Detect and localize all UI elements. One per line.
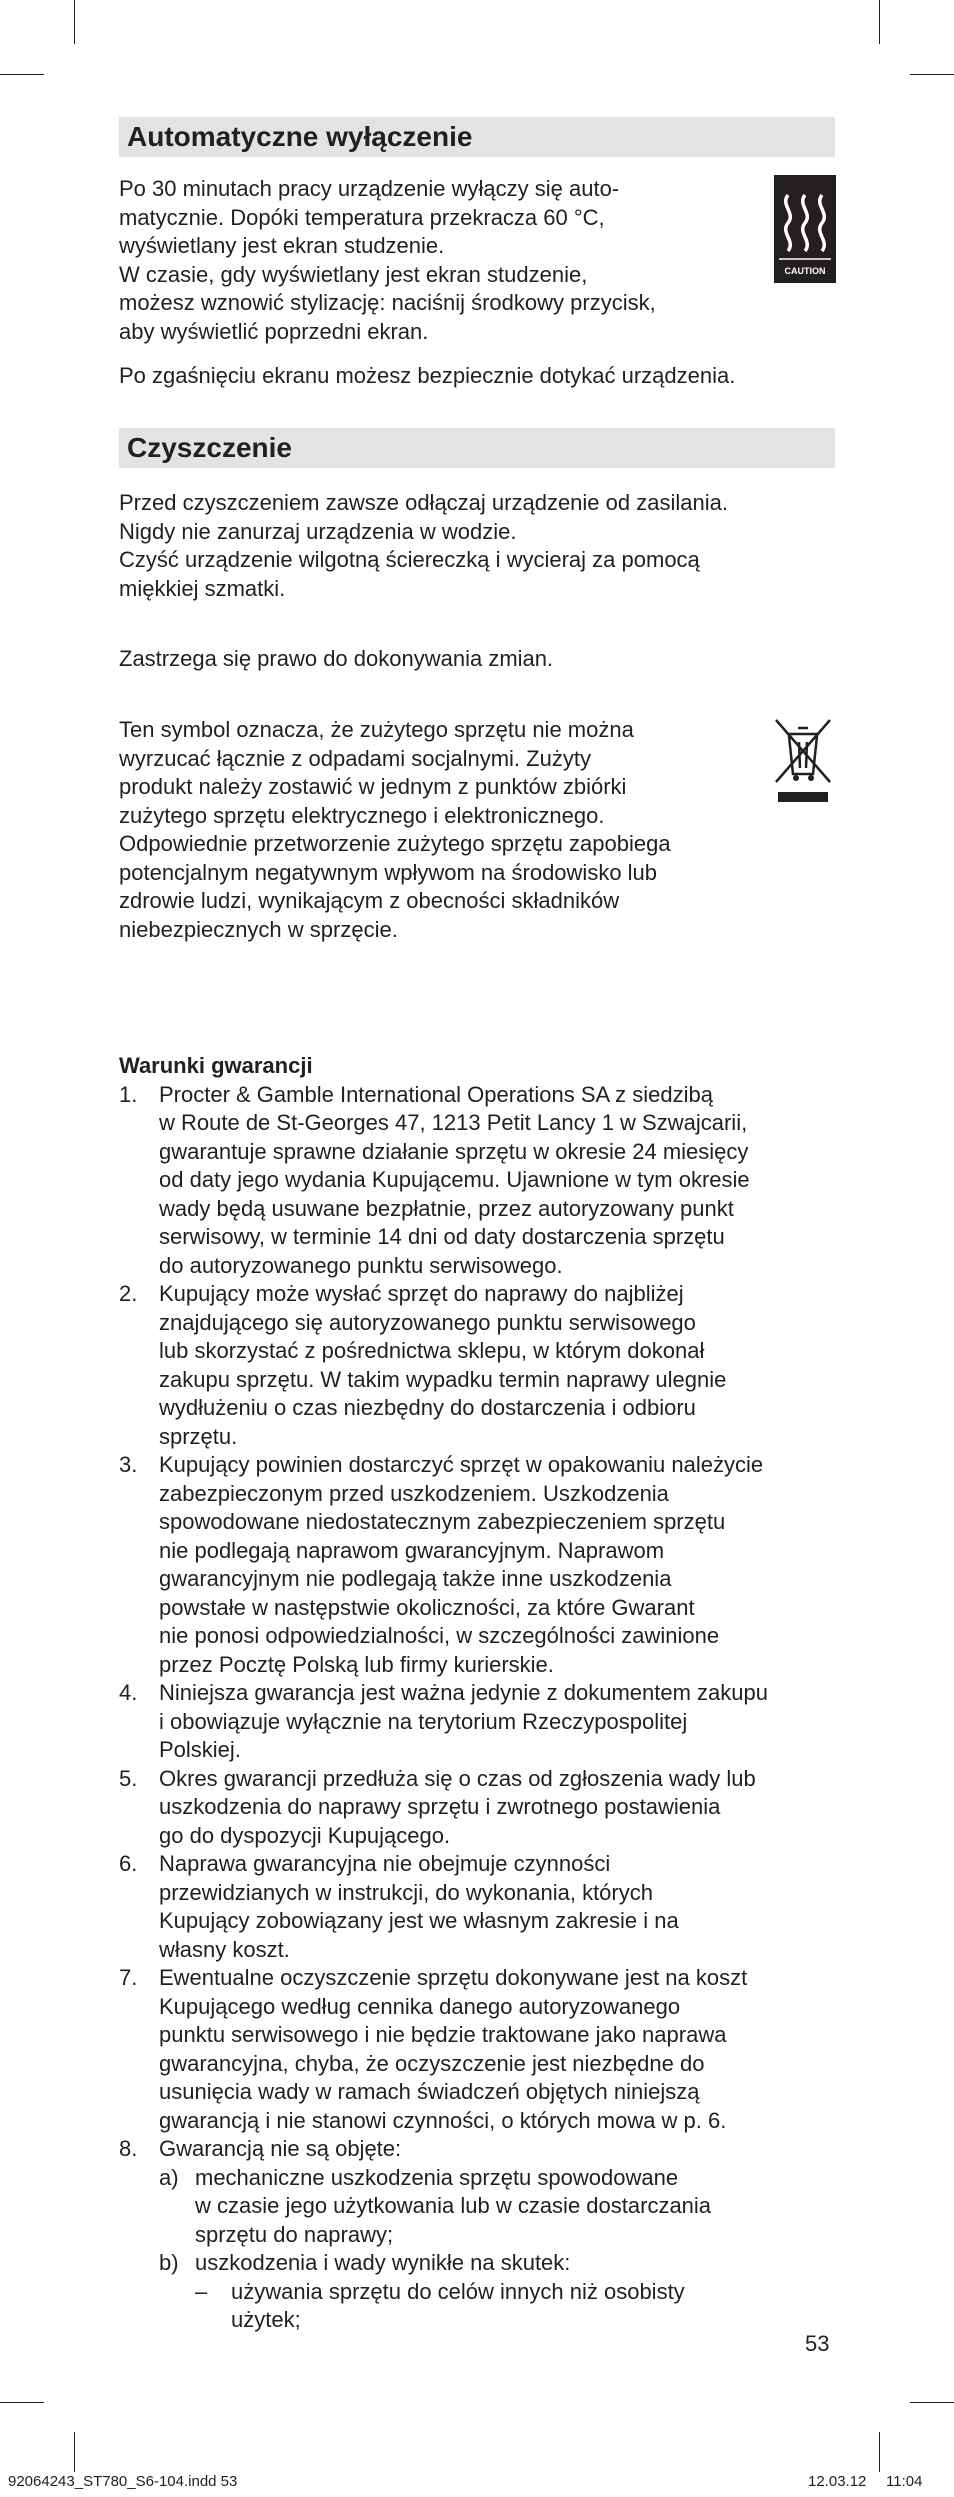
text-line: wyrzucać łącznie z odpadami socjalnymi. Zużyty <box>119 745 591 771</box>
text-line: punktu serwisowego i nie będzie traktowane jako naprawa <box>159 2022 727 2047</box>
sub-item-label: a) <box>159 2164 179 2190</box>
text-line: Kupujący powinien dostarczyć sprzęt w opakowaniu należycie <box>159 1452 764 1477</box>
text-line: zużytego sprzętu elektrycznego i elektronicznego. <box>119 802 605 828</box>
text-line: zabezpieczonym przed uszkodzeniem. Uszkodzenia <box>159 1480 669 1506</box>
text-line: przewidzianych w instrukcji, do wykonania, których <box>159 1879 653 1905</box>
text-line: Polskiej. <box>159 1737 241 1762</box>
crop-mark-top-right <box>879 0 880 44</box>
text-line: spowodowane niedostatecznym zabezpieczeniem sprzętu <box>159 1509 726 1534</box>
text-line: znajdującego się autoryzowanego punktu serwisowego <box>159 1309 696 1335</box>
warranty-item <box>119 1964 839 2135</box>
item-number: 6. <box>119 1851 138 1876</box>
warranty-section <box>119 1052 839 2335</box>
text-line: Ewentualne oczyszczenie sprzętu dokonywane jest na koszt <box>159 1965 748 1990</box>
text-line: Odpowiednie przetworzenie zużytego sprzętu zapobiega <box>119 831 671 856</box>
crop-mark-bottom-left-h <box>0 2402 44 2403</box>
warranty-item-exclusions <box>119 2135 839 2335</box>
text-line: sprzętu do naprawy; <box>195 2221 394 2247</box>
text-line: Czyść urządzenie wilgotną ściereczką i wycieraj za pomocą <box>119 547 700 572</box>
text-line: w Route de St-Georges 47, 1213 Petit Lancy 1 w Szwajcarii, <box>159 1110 748 1135</box>
crop-mark-bottom-right <box>879 2432 880 2472</box>
rights-notice <box>119 645 553 674</box>
text-line: gwarancją i nie stanowi czynności, o których mowa w p. 6. <box>159 2107 727 2133</box>
crop-mark-bottom-right-h <box>910 2402 954 2403</box>
item-number: 1. <box>119 1081 138 1107</box>
weee-paragraph <box>119 716 671 944</box>
section-heading-auto-off: Automatyczne wyłączenie <box>119 117 835 157</box>
sub-item-a <box>159 2164 839 2250</box>
heat-caution-icon <box>774 175 836 283</box>
text-line: potencjalnym negatywnym wpływom na środowisko lub <box>119 859 658 885</box>
item-number: 3. <box>119 1452 138 1477</box>
text-line: wyświetlany jest ekran studzenie. <box>119 233 445 258</box>
text-line: w czasie jego użytkowania lub w czasie dostarczania <box>195 2193 712 2218</box>
crossed-bin-icon-graphic <box>772 716 834 808</box>
warranty-item <box>119 1850 839 1964</box>
text-line: usunięcia wady w ramach świadczeń objętych niniejszą <box>159 2079 700 2104</box>
footer-date: 12.03.12 <box>808 2473 867 2490</box>
text-line: użytek; <box>231 2307 301 2332</box>
text-line: Gwarancją nie są objęte: <box>159 2136 402 2161</box>
text-line: i obowiązuje wyłącznie na terytorium Rzeczypospolitej <box>159 1708 688 1734</box>
text-line: od daty jego wydania Kupującemu. Ujawnione w tym okresie <box>159 1167 750 1192</box>
text-line: przez Pocztę Polską lub firmy kurierskie. <box>159 1651 554 1677</box>
text-line: matycznie. Dopóki temperatura przekracza 60 °C, <box>119 204 605 230</box>
text-line: własny koszt. <box>159 1936 290 1962</box>
item-number: 7. <box>119 1965 138 1990</box>
text-line: mechaniczne uszkodzenia sprzętu spowodowane <box>195 2164 679 2190</box>
text-line: Nigdy nie zanurzaj urządzenia w wodzie. <box>119 518 517 544</box>
text-line: nie ponosi odpowiedzialności, w szczególności zawinione <box>159 1623 720 1648</box>
warranty-item <box>119 1679 839 1765</box>
text-line: aby wyświetlić poprzedni ekran. <box>119 318 429 344</box>
text-line: Kupującego według cennika danego autoryzowanego <box>159 1993 681 2019</box>
text-line: Po zgaśnięciu ekranu możesz bezpiecznie dotykać urządzenia. <box>119 363 736 388</box>
crop-mark-top-right-h <box>910 74 954 75</box>
sub-item-b <box>159 2249 839 2335</box>
warranty-title: Warunki gwarancji <box>119 1053 313 1078</box>
text-line: sprzętu. <box>159 1423 238 1449</box>
crop-mark-top-left <box>74 0 75 44</box>
text-line: Przed czyszczeniem zawsze odłączaj urządzenie od zasilania. <box>119 490 728 515</box>
auto-off-paragraph <box>119 175 656 346</box>
dash-mark: – <box>195 2278 208 2304</box>
text-line: zakupu sprzętu. W takim wypadku termin naprawy ulegnie <box>159 1366 727 1392</box>
text-line: lub skorzystać z pośrednictwa sklepu, w którym dokonał <box>159 1338 705 1363</box>
item-number: 4. <box>119 1680 138 1705</box>
text-line: wydłużeniu o czas niezbędny do dostarczenia i odbioru <box>159 1395 696 1420</box>
text-line: wady będą usuwane bezpłatnie, przez autoryzowany punkt <box>159 1195 734 1221</box>
text-line: Procter & Gamble International Operations SA z siedzibą <box>159 1081 713 1107</box>
text-line: produkt należy zostawić w jednym z punktów zbiórki <box>119 774 627 799</box>
sub-item-label: b) <box>159 2250 179 2275</box>
text-line: niebezpiecznych w sprzęcie. <box>119 916 398 942</box>
text-line: Po 30 minutach pracy urządzenie wyłączy się auto- <box>119 176 620 201</box>
warranty-item <box>119 1280 839 1451</box>
caution-label: CAUTION <box>784 266 826 276</box>
text-line: do autoryzowanego punktu serwisowego. <box>159 1252 563 1278</box>
text-line: uszkodzenia do naprawy sprzętu i zwrotnego postawienia <box>159 1794 721 1819</box>
text-line: gwarancyjna, chyba, że oczyszczenie jest niezbędne do <box>159 2050 705 2076</box>
heat-caution-icon-graphic <box>774 175 836 283</box>
warranty-item <box>119 1081 839 1281</box>
crop-mark-bottom-left <box>74 2432 75 2472</box>
page-number: 53 <box>805 2331 830 2356</box>
text-line: Naprawa gwarancyjna nie obejmuje czynności <box>159 1851 611 1876</box>
cleaning-paragraph <box>119 489 728 603</box>
text-line: Kupujący może wysłać sprzęt do naprawy do najbliżej <box>159 1281 684 1306</box>
text-line: możesz wznowić stylizację: naciśnij środkowy przycisk, <box>119 290 656 315</box>
text-line: miękkiej szmatki. <box>119 575 286 601</box>
text-line: gwarancyjnym nie podlegają także inne uszkodzenia <box>159 1566 672 1591</box>
text-line: gwarantuje sprawne działanie sprzętu w okresie 24 miesięcy <box>159 1138 749 1164</box>
text-line: Ten symbol oznacza, że zużytego sprzętu nie można <box>119 717 634 742</box>
text-line: go do dyspozycji Kupującego. <box>159 1822 451 1848</box>
crop-mark-top-left-h <box>0 74 44 75</box>
item-number: 8. <box>119 2136 138 2161</box>
text-line: Okres gwarancji przedłuża się o czas od zgłoszenia wady lub <box>159 1765 756 1791</box>
crossed-bin-icon <box>772 716 834 808</box>
text-line: serwisowy, w terminie 14 dni od daty dostarczenia sprzętu <box>159 1224 725 1249</box>
text-line: Kupujący zobowiązany jest we własnym zakresie i na <box>159 1908 679 1933</box>
text-line: Zastrzega się prawo do dokonywania zmian. <box>119 646 554 671</box>
dash-item <box>195 2278 839 2335</box>
item-number: 2. <box>119 1281 138 1306</box>
warranty-item <box>119 1765 839 1851</box>
text-line: Niniejsza gwarancja jest ważna jedynie z dokumentem zakupu <box>159 1680 768 1705</box>
text-line: uszkodzenia i wady wynikłe na skutek: <box>195 2250 571 2275</box>
auto-off-touch-note <box>119 362 735 391</box>
section-heading-cleaning: Czyszczenie <box>119 428 835 468</box>
text-line: używania sprzętu do celów innych niż osobisty <box>231 2278 685 2304</box>
text-line: nie podlegają naprawom gwarancyjnym. Naprawom <box>159 1537 665 1563</box>
warranty-item <box>119 1451 839 1679</box>
item-number: 5. <box>119 1765 138 1791</box>
footer-file-info: 92064243_ST780_S6-104.indd 53 <box>8 2473 238 2490</box>
text-line: powstałe w następstwie okoliczności, za które Gwarant <box>159 1594 695 1620</box>
text-line: W czasie, gdy wyświetlany jest ekran studzenie, <box>119 261 588 287</box>
footer-time: 11:04 <box>886 2473 923 2490</box>
text-line: zdrowie ludzi, wynikającym z obecności składników <box>119 888 620 913</box>
